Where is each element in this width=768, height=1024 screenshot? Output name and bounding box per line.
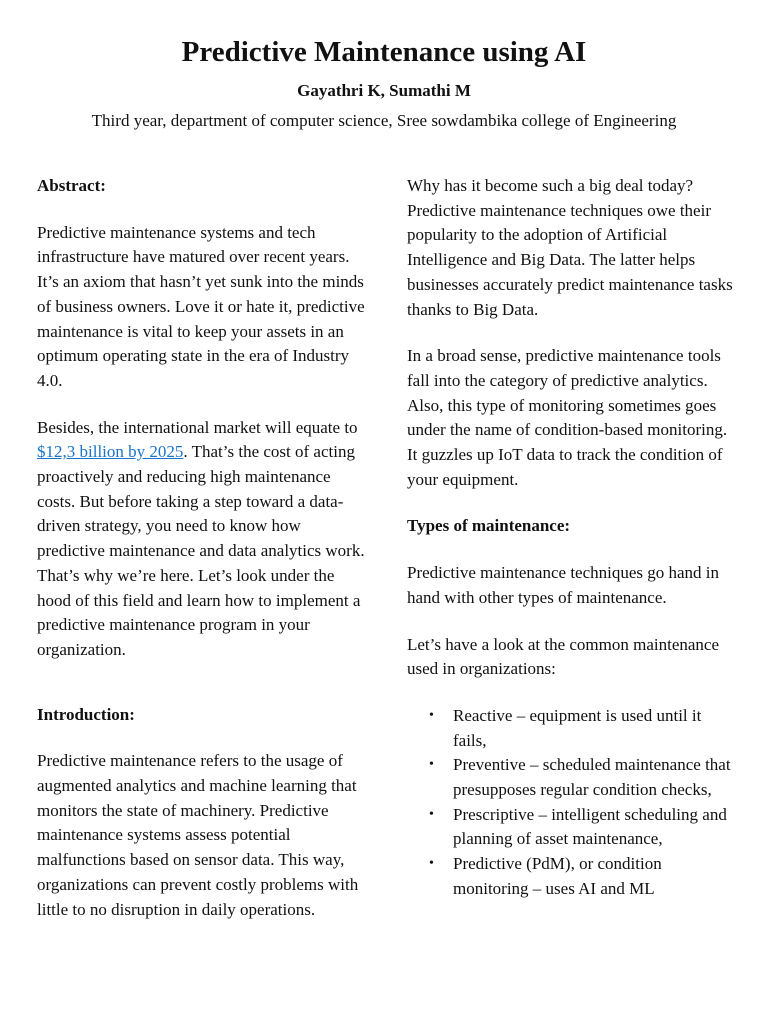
market-size-link[interactable]: $12,3 billion by 2025 <box>37 442 184 462</box>
right-column <box>407 174 737 902</box>
paper-authors: Gayathri K, Sumathi M <box>297 81 471 100</box>
abstract-paragraph-2 <box>37 416 367 663</box>
left-column <box>37 174 367 922</box>
abstract-paragraph-1: Predictive maintenance systems and tech infrastructure have matured over recent years. It’s an axiom that hasn’t yet sunk into the minds of business owners. Love it or hate it, predictive maintenance is vital to keep your assets in an optimum operating state in the era of Industry 4.0. <box>37 222 365 390</box>
list-item: • Predictive (PdM), or condition monitoring – uses AI and ML <box>453 852 737 901</box>
abstract-p2-before: Besides, the international market will equate to <box>37 417 358 437</box>
right-paragraph-2: In a broad sense, predictive maintenance tools fall into the category of predictive analytics. Also, this type of monitoring sometimes goes under the name of condition-based monitoring. It guzzles up IoT data to track the condition of your equipment. <box>407 346 728 489</box>
abstract-heading: Abstract: <box>37 176 106 195</box>
list-item: • Prescriptive – intelligent scheduling and planning of asset maintenance, <box>453 803 737 852</box>
list-item: • Preventive – scheduled maintenance that presupposes regular condition checks, <box>453 753 737 802</box>
abstract-p2-after: . That’s the cost of acting proactively and reducing high maintenance costs. But before taking a step toward a data-driven strategy, you need to know how predictive maintenance and data analytics work. That’s why we’re here. Let’s look under the hood of this field and learn how to implement a predictive maintenance program in your organization. <box>37 442 365 659</box>
paper-affiliation: Third year, department of computer science, Sree sowdambika college of Engineering <box>91 111 677 130</box>
introduction-heading: Introduction: <box>37 704 135 724</box>
types-paragraph-1: Predictive maintenance techniques go hand in hand with other types of maintenance. <box>407 563 720 607</box>
right-paragraph-1: Why has it become such a big deal today? Predictive maintenance techniques owe their popularity to the adoption of Artificial Intelligence and Big Data. The latter helps businesses accurately predict maintenance tasks thanks to Big Data. <box>407 176 733 319</box>
paper-title: Predictive Maintenance using AI <box>181 36 587 68</box>
list-item: • Reactive – equipment is used until it fails, <box>453 704 737 753</box>
types-heading: Types of maintenance: <box>407 516 571 536</box>
maintenance-types-list <box>407 704 737 902</box>
introduction-paragraph-1: Predictive maintenance refers to the usage of augmented analytics and machine learning that monitors the state of machinery. Predictive maintenance systems assess potential malfunctions based on sensor data. This way, organizations can prevent costly problems with little to no disruption in daily operations. <box>37 751 359 919</box>
types-paragraph-2: Let’s have a look at the common maintenance used in organizations: <box>407 634 720 679</box>
